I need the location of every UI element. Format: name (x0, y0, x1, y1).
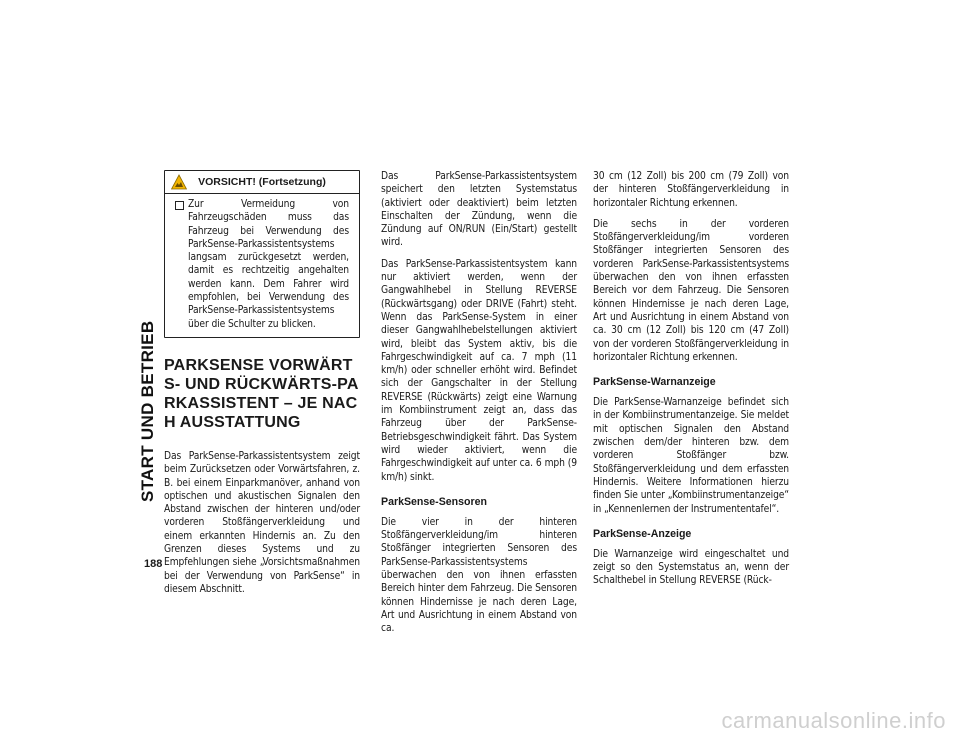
caution-box (164, 170, 360, 338)
column-left (164, 170, 360, 604)
heading-warning-display: ParkSense-Warnanzeige (593, 376, 716, 389)
paragraph-warning-display: Die ParkSense-Warnanzeige befindet sich in der Kombiinstrumentanzeige. Sie meldet mit optischen Signalen den Abstand zwischen dem/der hinteren bzw. dem vorderen Stoßfänger bzw. Stoßfängerverkleidung und dem erfassten Hindernis. Weitere Informationen hierzu finden Sie unter „Kombiinstrumentanzeige“ in „Kennenlernen der Instrumententafel“. (593, 397, 789, 515)
paragraph-system-status: Das ParkSense-Parkassistentsystem speichert den letzten Systemstatus (aktiviert oder deaktiviert) beim letzten Einschalten der Zündung, wenn die Zündung auf ON/RUN (Ein/Start) gestellt wird. (381, 171, 577, 249)
caution-header (165, 171, 359, 194)
paragraph-front-sensors: Die sechs in der vorderen Stoßfängerverkleidung/im vorderen Stoßfänger integrierten Sensoren des vorderen ParkSense-Parkassistentsystems überwachen den von ihnen erfassten Bereich vor dem Fahrzeug. Die Sensoren können Hindernisse je nach deren Lage, Art und Ausrichtung in einem Abstand von ca. 30 cm (12 Zoll) bis 120 cm (47 Zoll) von der vorderen Stoßfängerverkleidung in horizontaler Richtung erkennen. (593, 218, 789, 363)
column-right (593, 170, 789, 596)
chapter-side-title-text: START UND BETRIEB (138, 320, 157, 502)
paragraph-indicator: Die Warnanzeige wird eingeschaltet und zeigt so den Systemstatus an, wenn der Schalthebel in Stellung REVERSE (Rück- (593, 548, 789, 587)
paragraph-rear-sensors: Die vier in der hinteren Stoßfängerverkleidung/im hinteren Stoßfänger integrierten Sensoren des ParkSense-Parkassistentsystems überwachen den von ihnen erfassten Bereich hinter dem Fahrzeug. Die Sensoren können Hindernisse je nach deren Lage, Art und Ausrichtung in einem Abstand von ca. (381, 516, 577, 635)
heading-sensors: ParkSense-Sensoren (381, 495, 487, 508)
watermark: carmanualsonline.info (721, 708, 946, 733)
intro-paragraph: Das ParkSense-Parkassistentsystem zeigt beim Zurücksetzen oder Vorwärtsfahren, z. B. bei einem Einparkmanöver, anhand von optischen und akustischen Signalen den Abstand zwischen der hinteren und/oder vorderen Stoßfängerverkleidung und einem erkannten Hindernis an. Zu den Grenzen dieses Systems und zu Empfehlungen siehe „Vorsichtsmaßnahmen bei der Verwendung von ParkSense“ in diesem Abschnitt. (164, 450, 360, 595)
warning-triangle-icon (171, 174, 187, 190)
section-heading: PARKSENSE VORWÄRTS- UND RÜCKWÄRTS-PARKASSISTENT – JE NACH AUSSTATTUNG (164, 356, 359, 431)
paragraph-activation: Das ParkSense-Parkassistentsystem kann nur aktiviert werden, wenn der Gangwahlhebel in Stellung REVERSE (Rückwärtsgang) oder DRIVE (Fahrt) steht. Wenn das ParkSense-System in einer dieser Gangwahlhebelstellungen aktiviert wird, bleibt das System aktiv, bis die Fahrgeschwindigkeit auf ca. 7 mph (11 km/h) oder schneller erhöht wird. Befindet sich der Gangschalter in der Stellung REVERSE (Rückwärts) zeigt eine Warnung im Kombiinstrument zeigt an, dass das Fahrzeug über der ParkSense-Betriebsgeschwindigkeit fährt. Das System wird wieder aktiviert, wenn die Fahrgeschwindigkeit auf unter ca. 6 mph (9 km/h) sinkt. (381, 258, 577, 483)
caution-body (165, 194, 359, 337)
heading-indicator: ParkSense-Anzeige (593, 527, 692, 540)
caution-title: VORSICHT! (Fortsetzung) (198, 176, 326, 188)
page-number: 188 (144, 558, 163, 570)
paragraph-rear-range: 30 cm (12 Zoll) bis 200 cm (79 Zoll) von der hinteren Stoßfängerverkleidung in horizontaler Richtung erkennen. (593, 171, 789, 209)
square-bullet-icon (175, 201, 184, 210)
caution-text: Zur Vermeidung von Fahrzeugschäden muss das Fahrzeug bei Verwendung des ParkSense-Parkassistentsystems langsam zurückgesetzt werden, damit es rechtzeitig angehalten werden kann. Dem Fahrer wird empfohlen, bei Verwendung des ParkSense-Parkassistentsystems über die Schulter zu blicken. (188, 199, 349, 330)
column-middle (381, 170, 577, 644)
chapter-side-title (136, 172, 163, 592)
